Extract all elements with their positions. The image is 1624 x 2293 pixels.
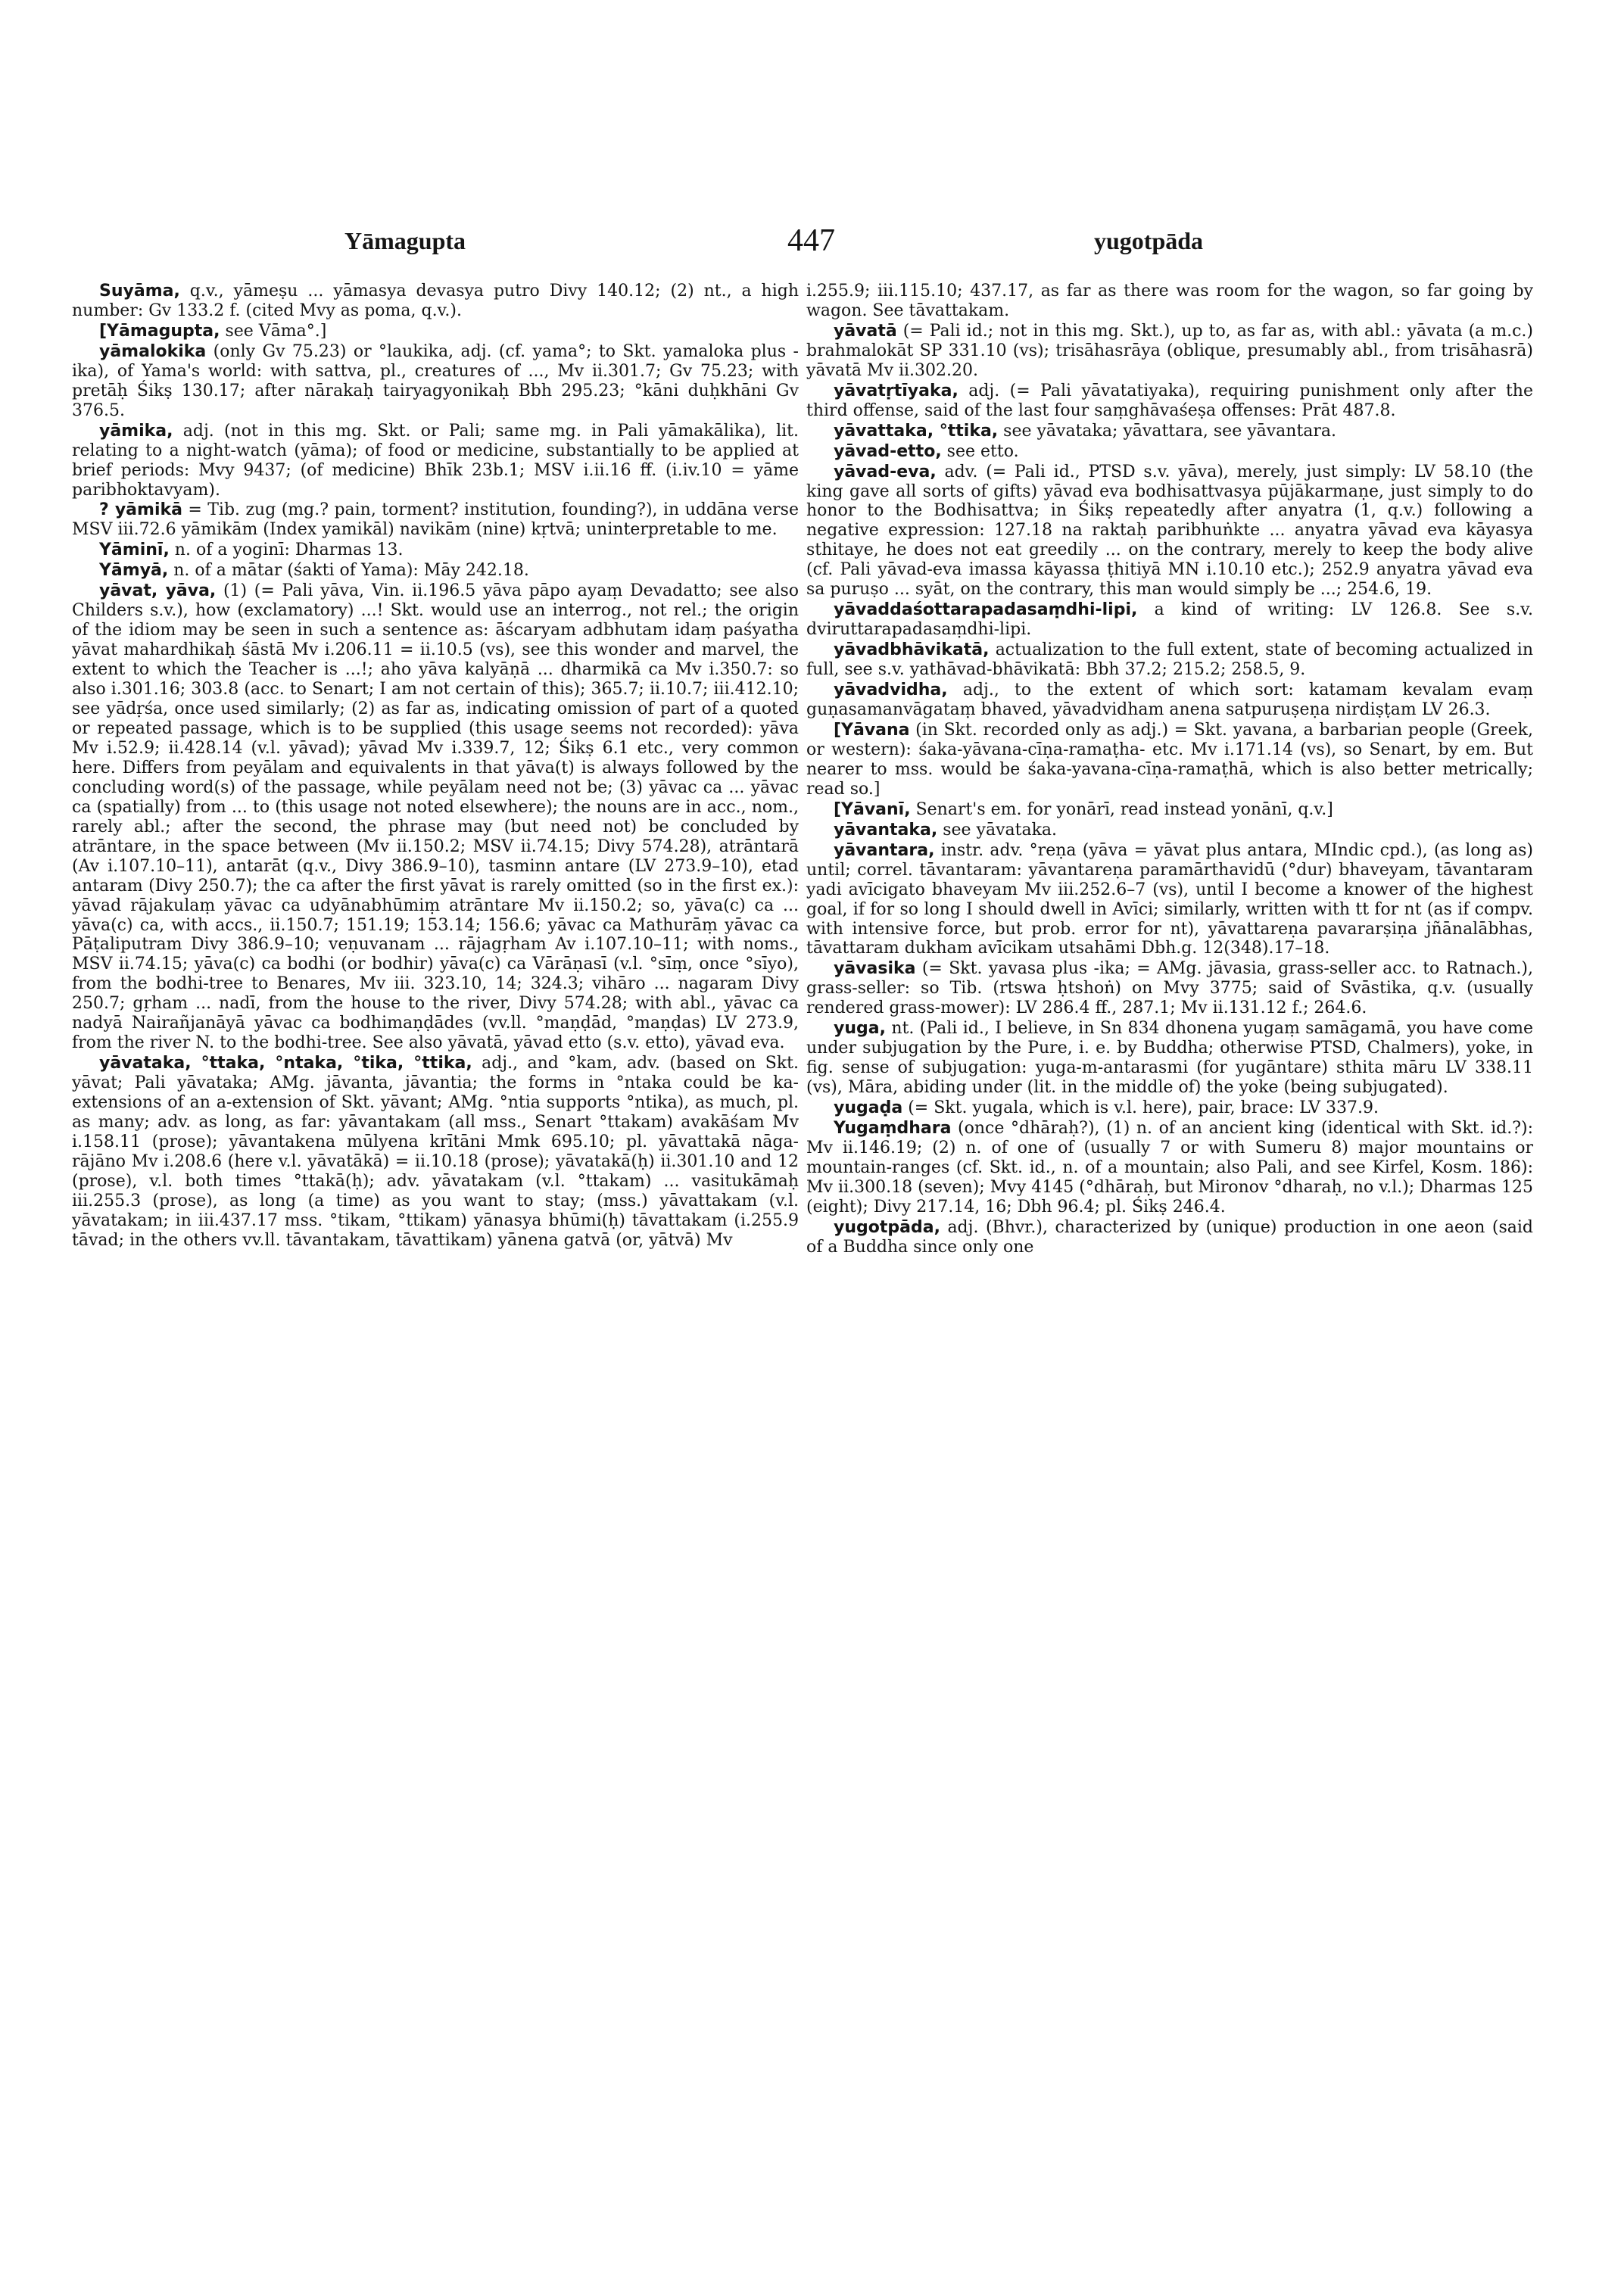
entry-text: see Vāma°.]	[220, 321, 327, 341]
dictionary-entry	[806, 1119, 1533, 1217]
dictionary-entry	[806, 600, 1533, 640]
entry-text: adj., to the extent of which sort: katamam kevalam evaṃ guṇasamanvāgataṃ bhaved, yāvadvidham anena satpuruṣeṇa nirdiṣṭam LV 26.3.	[806, 681, 1533, 720]
headword: yugotpāda,	[834, 1217, 940, 1237]
entry-text: n. of a mātar (śakti of Yama): Māy 242.18.	[168, 561, 529, 581]
dictionary-entry	[806, 322, 1533, 381]
headword: Yugaṃdhara	[834, 1119, 952, 1139]
entry-text: (1) (= Pali yāva, Vin. ii.196.5 yāva pāpo ayaṃ Devadatto; see also Childers s.v.), how (exclamatory) ...! Skt. would use an interrog., not rel.; the origin of the idiom may be seen in such a sentence as: āścaryam adbhutam idaṃ paśyatha yāvat mahardhikaḥ śāstā Mv i.206.11 = ii.10.5 (vs), see this wonder and marvel, the extent to which the Teacher is ...!; aho yāva kalyāṇā ... dharmikā ca Mv i.350.7: so also i.301.16; 303.8 (acc. to Senart; I am not certain of this); 365.7; ii.10.7; iii.412.10; see yādṛśa, once used similarly; (2) as far as, indicating omission of part of a quoted or repeated passage, which is to be supplied (this usage seems not recorded): yāva Mv i.52.9; ii.428.14 (v.l. yāvad); yāvad Mv i.339.7, 12; Śikṣ 6.1 etc., very common here. Differs from peyālam and equivalents in that yāva(t) is always followed by the concluding word(s) of the passage, while peyālam need not be; (3) yāvac ca ... yāvac ca (spatially) from ... to (this usage not noted elsewhere); the nouns are in acc., nom., rarely abl.; after the second, the phrase may (but need not) be concluded by atrāntare, in the space between (Mv ii.150.2; MSV ii.74.15; Divy 574.28), atrāntarā (Av i.107.10–11), antarāt (q.v., Divy 386.9–10), tasminn antare (LV 273.9–10), etad antaram (Divy 250.7); the ca after the first yāvat is rarely omitted (so in the first ex.): yāvad rājakulaṃ yāvac ca udyānabhūmiṃ atrāntare Mv ii.150.2; so, yāva(c) ca ... yāva(c) ca, with accs., ii.150.7; 151.19; 153.14; 156.6; yāvac ca Mathurāṃ yāvac ca Pāṭaliputram Divy 386.9–10; veṇuvanam ... rājagṛham Av i.107.10–11; with noms., MSV ii.74.15; yāva(c) ca bodhi (or bodhir) yāva(c) ca Vārāṇasī (v.l. °sīṃ, once °sīyo), from the bodhi-tree to Benares, Mv iii. 323.10, 14; 324.3; vihāro ... nagaram Divy 250.7; gṛham ... nadī, from the house to the river, Divy 574.28; with abl., yāvac ca nadyā Nairañjanāyā yāvac ca bodhimaṇḍādes (vv.ll. °maṇḍād, °maṇḍas) LV 273.9, from the river N. to the bodhi-tree. See also yāvatā, yāvad etto (s.v. etto), yāvad eva.	[72, 581, 799, 1053]
headword: yāvattaka, °ttika,	[834, 421, 999, 441]
dictionary-entry	[806, 640, 1533, 680]
headword: yāvad-etto,	[834, 441, 942, 461]
headword: Yāminī,	[99, 541, 170, 560]
entry-text: (= Skt. yavasa plus -ika; = AMg. jāvasia, grass-seller acc. to Ratnach.), grass-seller: so Tib. (rtswa ḥtshoṅ) on Mvy 3775; said of Svāstika, q.v. (usually rendered grass-mower): LV 286.4 ff., 287.1; Mv ii.131.12 f.; 264.6.	[806, 959, 1533, 1018]
headword: yāvad-eva,	[834, 462, 937, 481]
entry-text: (only Gv 75.23) or °laukika, adj. (cf. yama°; to Skt. yamaloka plus -ika), of Yama's world: with sattva, pl., creatures of ..., Mv ii.301.7; Gv 75.23; with pretāḥ Śikṣ 130.17; after nārakaḥ tairyagyonikaḥ Bbh 295.23; °kāni duḥkhāni Gv 376.5.	[72, 341, 799, 420]
dictionary-entry	[806, 463, 1533, 600]
dictionary-entry	[72, 581, 799, 1053]
entry-text: see yāvataka.	[937, 820, 1058, 840]
entry-text: adj. (Bhvr.), characterized by (unique) production in one aeon (said of a Buddha since only one	[806, 1217, 1533, 1257]
right-column	[806, 282, 1533, 1258]
entry-text: adj. (= Pali yāvatatiyaka), requiring punishment only after the third offense, said of the last four saṃghāvaśeṣa offenses: Prāt 487.8.	[806, 381, 1533, 420]
entry-text: actualization to the full extent, state of becoming actualized in full, see s.v. yathāvad-bhāvikatā: Bbh 37.2; 215.2; 258.5, 9.	[806, 640, 1533, 680]
headword: [Yāmagupta,	[99, 321, 220, 341]
dictionary-entry	[806, 1019, 1533, 1098]
entry-text: adj., and °kam, adv. (based on Skt. yāvat; Pali yāvataka; AMg. jāvanta, jāvantia; the forms in °ntaka could be ka-extensions of an a-extension of Skt. yāvant; AMg. °ntia supports °ntika), as much, pl. as many; adv. as long, as far: yāvantakam (all mss., Senart °ttakam) avakāśam Mv i.158.11 (prose); yāvantakena mūlyena krītāni Mmk 695.10; pl. yāvattakā nāga-rājāno Mv i.208.6 (here v.l. yāvatākā) = ii.10.18 (prose); yāvatakā(ḥ) ii.301.10 and 12 (prose), v.l. both times °ttakā(ḥ); adv. yāvatakam (v.l. °ttakam) ... vasitukāmaḥ iii.255.3 (prose), as long (a time) as you want to stay; (mss.) yāvattakam (v.l. yāvatakam; in iii.437.17 mss. °tikam, °ttikam) yānasya bhūmi(ḥ) tāvattakam (i.255.9 tāvad; in the others vv.ll. tāvantakam, tāvattikam) yānena gatvā (or, yātvā) Mv	[72, 1054, 800, 1250]
entry-text: see yāvataka; yāvattara, see yāvantara.	[998, 421, 1337, 441]
entry-text: adv. (= Pali id., PTSD s.v. yāva), merely, just simply: LV 58.10 (the king gave all sorts of gifts) yāvad eva bodhisattvasya pūjākarmaṇe, just simply to do honor to the Bodhisattva; in Śikṣ repeatedly after anyatra (1, q.v.) following a negative expression: 127.18 na raktaḥ paribhuṅkte ... anyatra yāvad eva kāyasya sthitaye, he does not eat greedily ... on the contrary, merely to keep the body alive (cf. Pali yāvad-eva imassa kāyassa ṭhitiyā MN i.10.10 etc.); 252.9 anyatra yāvad eva sa puruṣo ... syāt, on the contrary, this man would simply be ...; 254.6, 19.	[806, 462, 1533, 600]
dictionary-entry	[72, 322, 799, 341]
dictionary-entry	[72, 561, 799, 581]
dictionary-entry	[806, 821, 1533, 840]
entry-text: (in Skt. recorded only as adj.) = Skt. yavana, a barbarian people (Greek, or western): śaka-yāvana-cīṇa-ramaṭha- etc. Mv i.171.14 (vs), so Senart, by em. But nearer to mss. would be śaka-yavana-cīṇa-ramaṭhā, which is also better metrically; read so.]	[806, 720, 1533, 799]
headword: yāvadvidha,	[834, 681, 948, 700]
dictionary-entry	[72, 541, 799, 560]
dictionary-entry	[806, 800, 1533, 820]
dictionary-entry	[806, 681, 1533, 720]
entry-text: instr. adv. °reṇa (yāva = yāvat plus antara, MIndic cpd.), (as long as) until; correl. tāvantaram: yāvantareṇa paramārthavidū (°dur) bhaveyam, tāvantaram yadi avīcigato bhaveyam Mv iii.252.6–7 (vs), until I become a knower of the highest goal, if for so long I should dwell in Avīci; similarly, written with tt for nt (as if compv. with intensive force, but prob. error for nt), yāvattareṇa pavararṣiṇa jñānalābhas, tāvattaram dukham avīcikam utsahāmi Dbh.g. 12(348).17–18.	[806, 840, 1533, 958]
dictionary-entry	[72, 342, 799, 421]
headword: yāmalokika	[99, 341, 207, 361]
entry-text: (= Pali id.; not in this mg. Skt.), up to, as far as, with abl.: yāvata (a m.c.) brahmalokāt SP 331.10 (vs); trisāhasrāya (oblique, presumably abl., from trisāhasrā) yāvatā Mv ii.302.20.	[806, 321, 1533, 380]
headword: yāvatā	[834, 321, 897, 341]
entry-text: Senart's em. for yonārī, read instead yonānī, q.v.]	[910, 799, 1333, 819]
headword: yāvantara,	[834, 840, 935, 860]
page-number: 447	[787, 223, 835, 258]
headword: yāvadbhāvikatā,	[834, 640, 990, 660]
left-guideword: Yāmagupta	[344, 227, 466, 254]
entry-text: = Tib. zug (mg.? pain, torment? institution, founding?), in uddāna verse MSV iii.72.6 yāmikām (Index yamikāl) navikām (nine) kṛtvā; uninterpretable to me.	[72, 500, 799, 540]
headword: yuga,	[834, 1019, 886, 1039]
headword: Yāmyā,	[99, 561, 169, 581]
dictionary-entry	[72, 500, 799, 540]
headword: [Yāvanī,	[834, 799, 911, 819]
headword: yāvat, yāva,	[99, 581, 217, 601]
entry-text: (= Skt. yugala, which is v.l. here), pair, brace: LV 337.9.	[902, 1098, 1379, 1118]
dictionary-entry	[806, 382, 1533, 421]
headword: yāvasika	[834, 959, 916, 979]
entry-text: n. of a yoginī: Dharmas 13.	[169, 541, 404, 560]
dictionary-entry	[806, 1098, 1533, 1118]
left-column	[72, 282, 799, 1251]
dictionary-entry	[806, 422, 1533, 441]
dictionary-entry	[806, 282, 1533, 321]
dictionary-entry	[806, 959, 1533, 1018]
entry-text: adj. (not in this mg. Skt. or Pali; same mg. in Pali yāmakālika), lit. relating to a night-watch (yāma); of food or medicine, substantially to be applied at brief periods: Mvy 9437; (of medicine) Bhīk 23b.1; MSV i.ii.16 ff. (i.iv.10 = yāme paribhoktavyam).	[72, 421, 799, 500]
headword: yugaḍa	[834, 1098, 903, 1118]
right-guideword: yugotpāda	[1094, 227, 1204, 254]
dictionary-entry	[72, 422, 799, 500]
dictionary-entry	[806, 1218, 1533, 1257]
headword: yāvantaka,	[834, 820, 938, 840]
dictionary-entry	[806, 721, 1533, 799]
dictionary-entry	[806, 442, 1533, 462]
headword: [Yāvana	[834, 720, 910, 740]
entry-text: (once °dhāraḥ?), (1) n. of an ancient king (identical with Skt. id.?): Mv ii.146.19; (2) n. of one of (usually 7 or with Sumeru 8) major mountains or mountain-ranges (cf. Skt. id., n. of a mountain; also Pali, and see Kirfel, Kosm. 186): Mv ii.300.18 (seven); Mvy 4145 (°dhāraḥ, but Mironov °dharaḥ, no v.l.); Dharmas 125 (eight); Divy 217.14, 16; Dbh 96.4; pl. Śikṣ 246.4.	[806, 1119, 1533, 1217]
dictionary-entry	[72, 282, 799, 321]
headword: yāvatṛtīyaka,	[834, 381, 959, 400]
entry-text: q.v., yāmeṣu ... yāmasya devasya putro Divy 140.12; (2) nt., a high number: Gv 133.2 f. (cited Mvy as poma, q.v.).	[72, 282, 799, 320]
headword: yāvataka, °ttaka, °ntaka, °tika, °ttika,	[99, 1054, 472, 1073]
dictionary-entry	[806, 841, 1533, 959]
entry-text: a kind of writing: LV 126.8. See s.v. dviruttarapadasaṃdhi-lipi.	[806, 600, 1533, 640]
entry-text: i.255.9; iii.115.10; 437.17, as far as there was room for the wagon, so far going by wagon. See tāvattakam.	[806, 282, 1533, 320]
entry-text: nt. (Pali id., I believe, in Sn 834 dhonena yugaṃ samāgamā, you have come under subjugation by the Pure, i. e. by Buddha; otherwise PTSD, Chalmers), yoke, in fig. sense of subjugation: yuga-m-antarasmi (for yugāntare) sthita māru LV 338.11 (vs), Māra, abiding under (lit. in the middle of) the yoke (being subjugated).	[806, 1019, 1533, 1098]
headword: ? yāmikā	[99, 500, 182, 520]
headword: yāvaddaśottarapadasaṃdhi-lipi,	[834, 600, 1138, 620]
entry-text: see etto.	[941, 441, 1019, 461]
dictionary-entry	[72, 1054, 799, 1251]
headword: yāmika,	[99, 421, 173, 441]
headword: Suyāma,	[99, 282, 180, 301]
